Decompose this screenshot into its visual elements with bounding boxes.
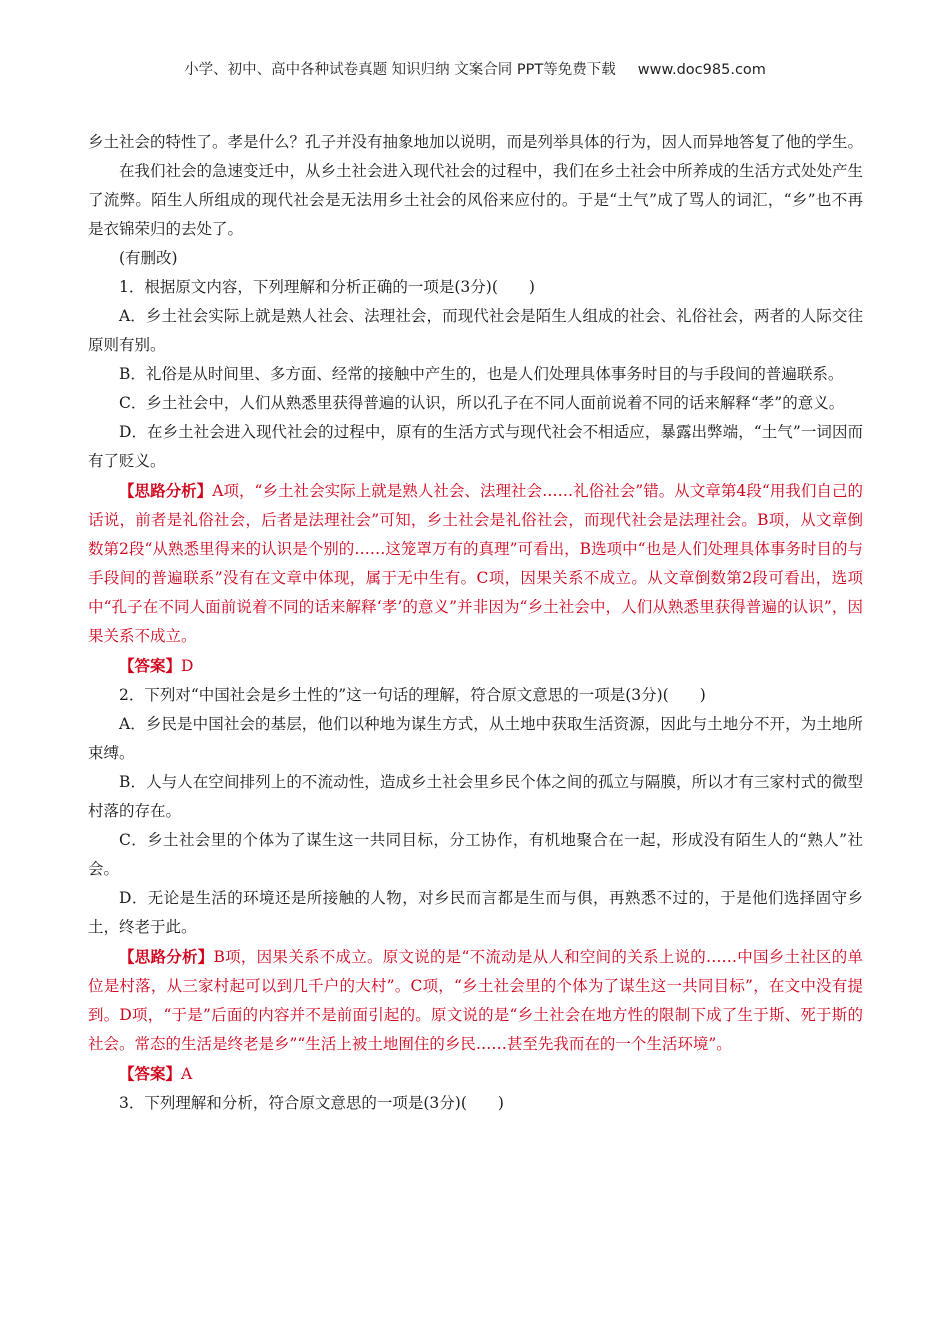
header-site[interactable]: www.doc985.com	[637, 62, 766, 78]
analysis-tag: 【思路分析】	[119, 947, 214, 966]
analysis-block	[88, 476, 863, 651]
question-option: C．乡土社会里的个体为了谋生这一共同目标，分工协作，有机地聚合在一起，形成没有陌生人的“熟人”社会。	[88, 831, 863, 878]
document-body	[88, 128, 863, 1118]
answer-value: A	[181, 1065, 193, 1083]
passage-paragraph: 乡土社会的特性了。孝是什么？孔子并没有抽象地加以说明，而是列举具体的行为，因人而异地答复了他的学生。	[88, 133, 864, 151]
question-option: D．无论是生活的环境还是所接触的人物，对乡民而言都是生而与俱，再熟悉不过的，于是他们选择固守乡土，终老于此。	[88, 889, 863, 936]
answer-tag: 【答案】	[119, 1064, 182, 1083]
header-text: 小学、初中、高中各种试卷真题 知识归纳 文案合同 PPT等免费下载	[184, 62, 616, 78]
source-note: (有删改)	[119, 249, 178, 267]
answer-block	[88, 651, 863, 681]
page-header	[0, 58, 950, 79]
question-option: B．人与人在空间排列上的不流动性，造成乡土社会里乡民个体之间的孤立与隔膜，所以才有三家村式的微型村落的存在。	[88, 773, 863, 820]
analysis-text: B项，因果关系不成立。原文说的是“不流动是从人和空间的关系上说的……中国乡土社区的单位是村落，从三家村起可以到几千户的大村”。C项，“乡土社会里的个体为了谋生这一共同目标”，在文中没有提到。D项，“于是”后面的内容并不是前面引起的。原文说的是“乡土社会在地方性的限制下成了生于斯、死于斯的社会。常态的生活是终老是乡”“生活上被土地囿住的乡民……甚至先我而在的一个生活环境”。	[88, 948, 863, 1053]
question-stem: 3．下列理解和分析，符合原文意思的一项是(3分)( )	[119, 1094, 504, 1112]
passage-paragraph: 在我们社会的急速变迁中，从乡土社会进入现代社会的过程中，我们在乡土社会中所养成的生活方式处处产生了流弊。陌生人所组成的现代社会是无法用乡土社会的风俗来应付的。于是“土气”成了骂人的词汇，“乡”也不再是衣锦荣归的去处了。	[88, 162, 864, 238]
question-option: D．在乡土社会进入现代社会的过程中，原有的生活方式与现代社会不相适应，暴露出弊端，“土气”一词因而有了贬义。	[88, 423, 863, 470]
question-option: A．乡土社会实际上就是熟人社会、法理社会，而现代社会是陌生人组成的社会、礼俗社会，两者的人际交往原则有别。	[88, 307, 863, 354]
question-option: A．乡民是中国社会的基层，他们以种地为谋生方式，从土地中获取生活资源，因此与土地分不开，为土地所束缚。	[88, 715, 863, 762]
question-option: C．乡土社会中，人们从熟悉里获得普遍的认识，所以孔子在不同人面前说着不同的话来解释“孝”的意义。	[119, 394, 845, 412]
question-stem: 1．根据原文内容，下列理解和分析正确的一项是(3分)( )	[119, 278, 535, 296]
question-option: B．礼俗是从时间里、多方面、经常的接触中产生的，也是人们处理具体事务时目的与手段间的普遍联系。	[119, 365, 844, 383]
answer-block	[88, 1059, 863, 1089]
answer-tag: 【答案】	[119, 656, 182, 675]
analysis-block	[88, 942, 863, 1059]
question-stem: 2．下列对“中国社会是乡土性的”这一句话的理解，符合原文意思的一项是(3分)( )	[119, 686, 706, 704]
answer-value: D	[181, 657, 194, 675]
analysis-text: A项，“乡土社会实际上就是熟人社会、法理社会……礼俗社会”错。从文章第4段“用我们自己的话说，前者是礼俗社会，后者是法理社会”可知，乡土社会是礼俗社会，而现代社会是法理社会。B项，从文章倒数第2段“从熟悉里得来的认识是个别的……这笼罩万有的真理”可看出，B选项中“也是人们处理具体事务时目的与手段间的普遍联系”没有在文章中体现，属于无中生有。C项，因果关系不成立。从文章倒数第2段可看出，选项中“孔子在不同人面前说着不同的话来解释‘孝’的意义”并非因为“乡土社会中，人们从熟悉里获得普遍的认识”，因果关系不成立。	[88, 482, 863, 645]
analysis-tag: 【思路分析】	[119, 481, 213, 500]
